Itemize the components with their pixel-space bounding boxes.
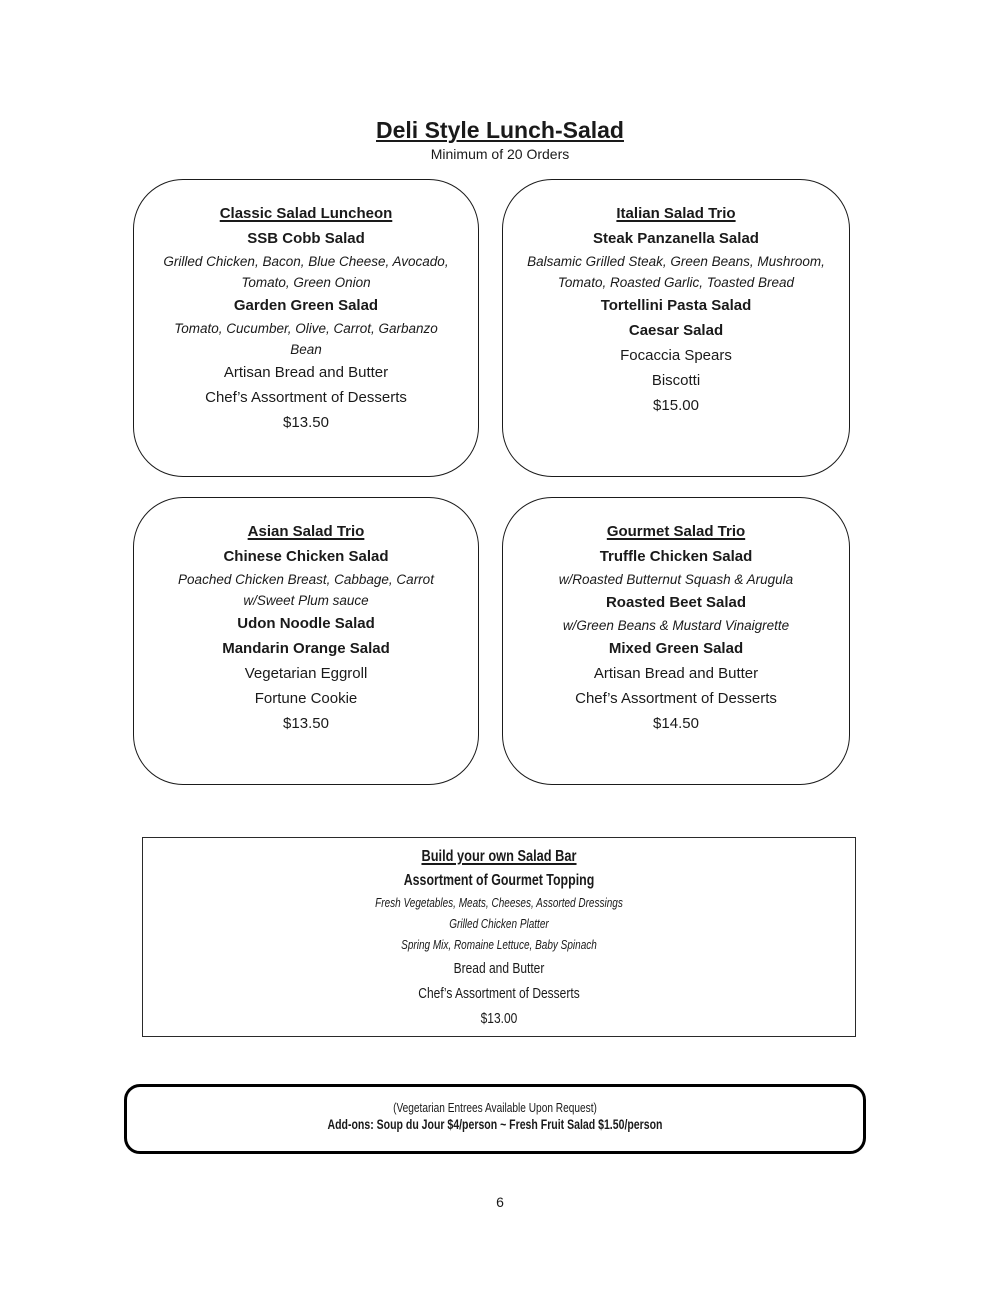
menu-item-line: Chef’s Assortment of Desserts	[418, 985, 580, 1002]
card-items	[503, 226, 849, 393]
menu-item-line: w/Green Beans & Mustard Vinaigrette	[562, 618, 790, 633]
menu-item-line: Chef’s Assortment of Desserts	[575, 690, 777, 707]
menu-item-line: Udon Noodle Salad	[237, 615, 375, 632]
menu-item-line: Mandarin Orange Salad	[222, 640, 390, 657]
menu-item-line: Chinese Chicken Salad	[223, 548, 389, 565]
menu-item-line: Balsamic Grilled Steak, Green Beans, Mushroom,	[527, 254, 825, 269]
menu-item-line: Poached Chicken Breast, Cabbage, Carrot	[178, 572, 434, 587]
menu-card-classic-salad-luncheon	[133, 179, 479, 477]
footnote-line-1: (Vegetarian Entrees Available Upon Request)	[393, 1100, 597, 1115]
menu-item-line: Grilled Chicken, Bacon, Blue Cheese, Avocado,	[163, 254, 449, 269]
card-price: $13.50	[283, 414, 329, 431]
menu-item-line: Bean	[290, 342, 322, 357]
menu-item-line: Grilled Chicken Platter	[449, 917, 549, 931]
menu-item-line: w/Sweet Plum sauce	[243, 593, 369, 608]
menu-item-line: w/Roasted Butternut Squash & Arugula	[558, 572, 794, 587]
salad-bar-items	[143, 868, 855, 1006]
menu-item-line: Focaccia Spears	[620, 347, 732, 364]
card-title: Gourmet Salad Trio	[606, 523, 746, 540]
card-items	[134, 226, 478, 410]
menu-item-line: Truffle Chicken Salad	[599, 548, 753, 565]
menu-card-asian-salad-trio	[133, 497, 479, 785]
menu-card-italian-salad-trio	[502, 179, 850, 477]
menu-item-line: Mixed Green Salad	[608, 640, 744, 657]
menu-item-line: Tortellini Pasta Salad	[600, 297, 752, 314]
card-price: $14.50	[653, 715, 699, 732]
menu-item-line: Steak Panzanella Salad	[593, 230, 759, 247]
menu-item-line: Caesar Salad	[628, 322, 724, 339]
page-title: Deli Style Lunch-Salad	[376, 117, 624, 143]
menu-item-line: Chef’s Assortment of Desserts	[205, 389, 407, 406]
card-price: $15.00	[653, 397, 699, 414]
menu-item-line: Vegetarian Eggroll	[244, 665, 368, 682]
menu-item-line: Tomato, Roasted Garlic, Toasted Bread	[557, 275, 795, 290]
page-number: 6	[496, 1194, 504, 1210]
menu-item-line: Artisan Bread and Butter	[223, 364, 389, 381]
menu-item-line: Tomato, Green Onion	[241, 275, 371, 290]
menu-item-line: Biscotti	[651, 372, 701, 389]
menu-item-line: SSB Cobb Salad	[247, 230, 365, 247]
card-items	[503, 544, 849, 711]
salad-bar-price: $13.00	[480, 1010, 518, 1027]
card-price: $13.50	[283, 715, 329, 732]
menu-item-line: Bread and Butter	[453, 960, 545, 977]
salad-bar-title: Build your own Salad Bar	[421, 848, 577, 865]
menu-item-line: Spring Mix, Romaine Lettuce, Baby Spinach	[401, 938, 597, 952]
menu-item-line: Assortment of Gourmet Topping	[403, 872, 595, 889]
menu-item-line: Artisan Bread and Butter	[593, 665, 759, 682]
menu-item-line: Roasted Beet Salad	[605, 594, 747, 611]
menu-item-line: Garden Green Salad	[233, 297, 379, 314]
card-title: Italian Salad Trio	[616, 205, 736, 222]
menu-card-gourmet-salad-trio	[502, 497, 850, 785]
menu-item-line: Fresh Vegetables, Meats, Cheeses, Assorted Dressings	[375, 896, 623, 910]
footnote-line-2: Add-ons: Soup du Jour $4/person ~ Fresh Fruit Salad $1.50/person	[327, 1117, 663, 1132]
page-header	[0, 118, 1000, 162]
page-subtitle: Minimum of 20 Orders	[430, 146, 570, 162]
card-title: Asian Salad Trio	[247, 523, 365, 540]
salad-bar-box	[142, 837, 856, 1037]
menu-item-line: Tomato, Cucumber, Olive, Carrot, Garbanzo	[174, 321, 438, 336]
card-items	[134, 544, 478, 711]
footnote-box	[124, 1084, 866, 1154]
menu-item-line: Fortune Cookie	[254, 690, 358, 707]
card-title: Classic Salad Luncheon	[219, 205, 393, 222]
